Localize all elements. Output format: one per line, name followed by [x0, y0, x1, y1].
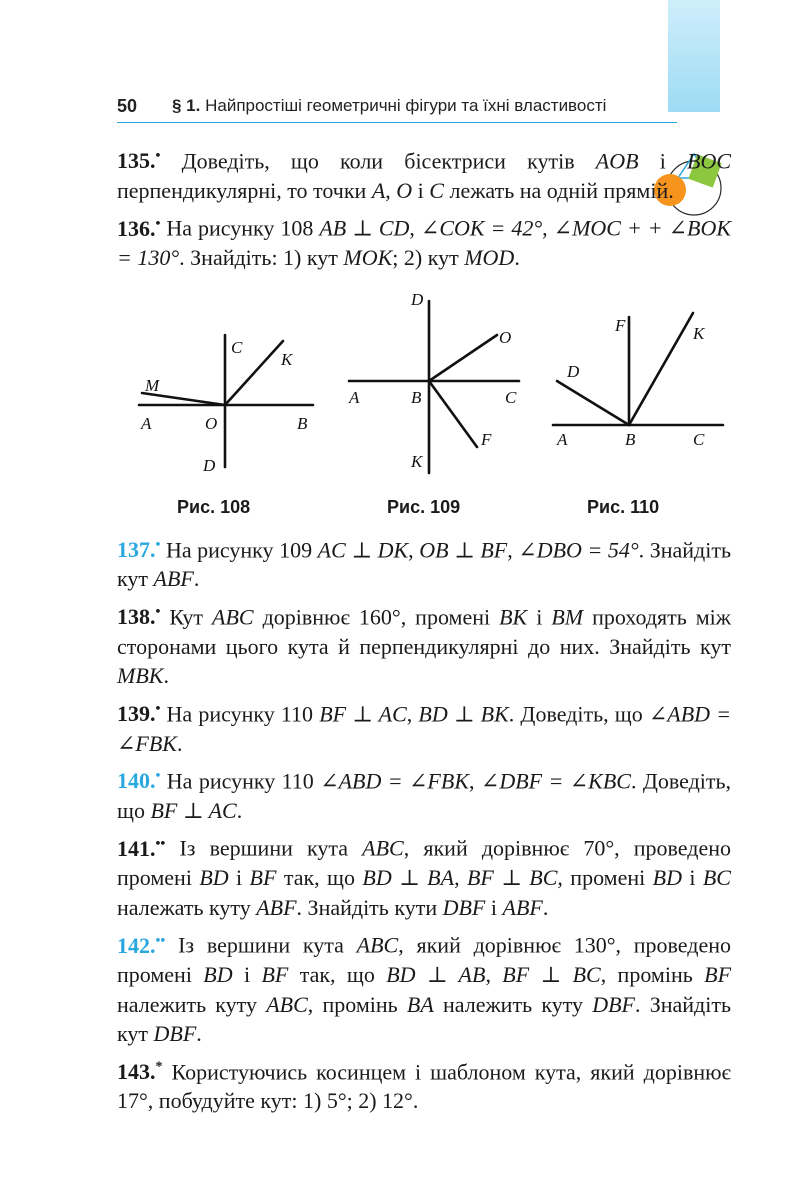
fig109-point-f: F	[481, 429, 492, 449]
fig110-point-c: C	[693, 429, 705, 449]
problem-142: 142.•• Із вершини кута ABC, який дорівнює 130°, проведено промені BD і BF так, що BD ⊥ AB, BF ⊥ BC, промінь BF належить куту ABC, промінь BA належить куту DBF. Знайдіть кут DBF.	[117, 932, 732, 1047]
section-title-text: Найпростіші геометричні фігури та їхні властивості	[205, 96, 607, 115]
section-number: § 1.	[172, 96, 201, 115]
fig109-point-o: O	[499, 327, 512, 347]
fig110-labels	[556, 316, 706, 449]
fig108-point-k: K	[281, 349, 293, 369]
problem-number: 143.*	[117, 1058, 163, 1084]
fig109-point-d: D	[411, 289, 424, 309]
figure-108-caption: Рис. 108	[177, 496, 251, 517]
problem-140: 140.• На рисунку 110 ∠ABD = ∠FBK, ∠DBF = ∠KBC. Доведіть, що BF ⊥ AC.	[117, 768, 732, 823]
figure-110-caption: Рис. 110	[587, 496, 660, 517]
fig108-point-c: C	[231, 337, 243, 357]
problem-number: 137.•	[117, 536, 161, 562]
fig108-point-b: B	[297, 413, 308, 433]
fig110-point-b: B	[625, 429, 636, 449]
fig108-point-d: D	[203, 455, 216, 475]
problem-number: 138.•	[117, 604, 161, 630]
fig108-point-m: M	[145, 375, 160, 395]
problem-number: 142.••	[117, 932, 166, 958]
fig109-point-b: B	[411, 387, 422, 407]
page-content	[117, 142, 731, 1120]
problem-138: 138.• Кут ABC дорівнює 160°, промені BK і BM проходять між сторонами цього кута й перпендикулярні до них. Знайдіть кут MBK.	[117, 604, 731, 689]
problem-139: 139.• На рисунку 110 BF ⊥ AC, BD ⊥ BK. Доведіть, що ∠ABD = ∠FBK.	[117, 701, 732, 756]
problem-143: 143.* Користуючись косинцем і шаблоном кута, який дорівнює 17°, побудуйте кут: 1) 5°; 2) 12°.	[117, 1058, 731, 1114]
problem-number: 141.••	[117, 835, 166, 861]
fig110-point-f: F	[615, 315, 626, 335]
problem-141: 141.•• Із вершини кута ABC, який дорівнює 70°, проведено промені BD і BF так, що BD ⊥ BA, BF ⊥ BC, промені BD і BC належать куту ABF. Знайдіть кути DBF і ABF.	[117, 835, 731, 920]
page-header	[0, 86, 800, 136]
header-rule	[117, 122, 677, 123]
fig108-point-o: O	[205, 413, 218, 433]
problem-number: 136.•	[117, 215, 161, 241]
fig109-ray-bf	[429, 381, 477, 447]
section-title	[172, 96, 606, 116]
fig110-point-d: D	[567, 361, 580, 381]
fig110-point-k: K	[693, 323, 705, 343]
figures-row	[117, 287, 731, 523]
fig110-ray-bd	[557, 381, 629, 425]
page-number: 50	[117, 96, 138, 116]
figure-109	[349, 301, 519, 473]
fig109-ray-bo	[429, 335, 497, 381]
problem-number: 140.•	[117, 768, 161, 794]
problem-135: 135.• Доведіть, що коли бісектриси кутів AOB і BOC перпендикулярні, то точки A, O і C лежать на одній прямій.	[117, 148, 731, 203]
fig110-point-a: A	[557, 429, 568, 449]
problem-136: 136.• На рисунку 108 AB ⊥ CD, ∠COK = 42°, ∠MOC + + ∠BOK = 130°. Знайдіть: 1) кут MOK; 2) кут MOD.	[117, 215, 732, 271]
fig110-ray-bk	[629, 313, 693, 425]
problem-number: 139.•	[117, 701, 161, 727]
fig108-point-a: A	[141, 413, 152, 433]
fig109-point-a: A	[349, 387, 360, 407]
figure-109-caption: Рис. 109	[387, 496, 461, 517]
figures-svg	[117, 287, 731, 492]
problem-137: 137.• На рисунку 109 AC ⊥ DK, OB ⊥ BF, ∠DBO = 54°. Знайдіть кут ABF.	[117, 536, 732, 592]
fig109-point-k: K	[411, 451, 423, 471]
fig109-point-c: C	[505, 387, 517, 407]
problem-number: 135.•	[117, 148, 161, 174]
